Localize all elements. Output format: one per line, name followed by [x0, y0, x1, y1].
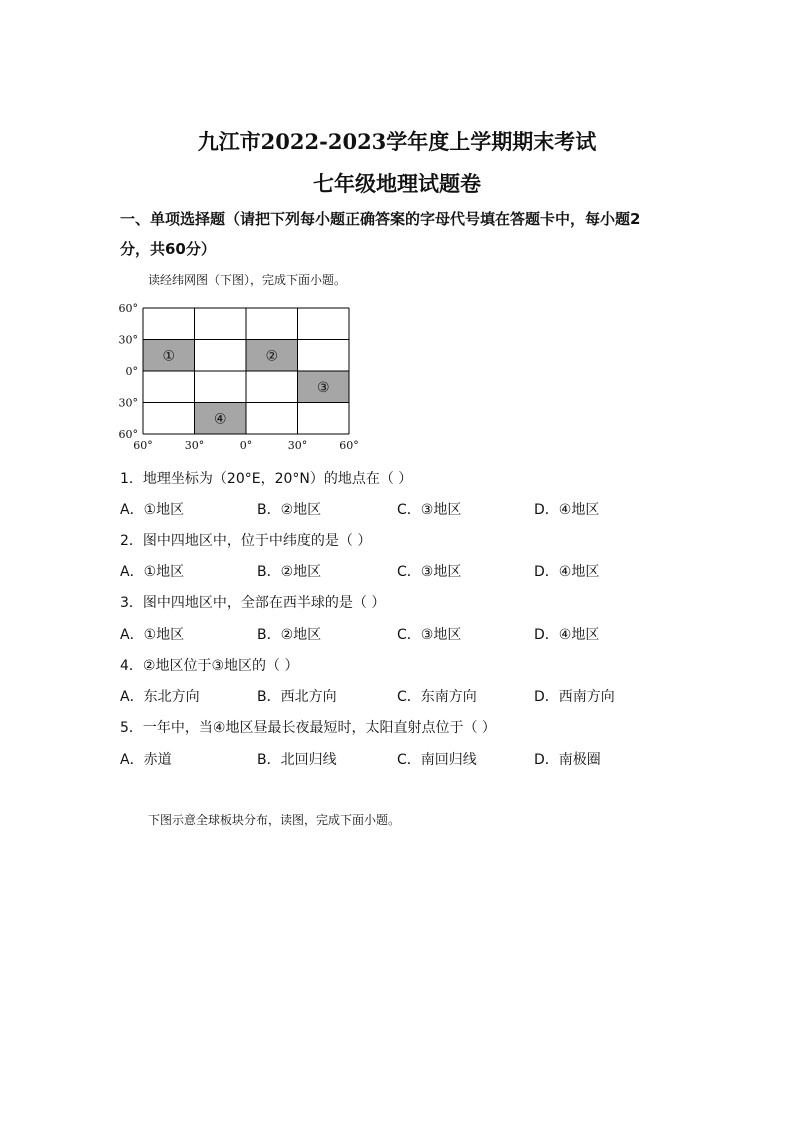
- question-4-options: [120, 686, 680, 706]
- question-2-option-c: C．③地区: [397, 564, 462, 580]
- section-heading-line2: 分，共60分）: [120, 240, 216, 258]
- question-1-option-a: A．①地区: [120, 502, 185, 518]
- question-3-option-b: B．②地区: [257, 627, 322, 643]
- latitude-tick-label: 30°: [118, 396, 138, 410]
- longitude-tick-label: 0°: [239, 439, 253, 452]
- longitude-tick-label: 60°: [133, 439, 153, 452]
- question-1-options: [120, 499, 680, 519]
- lat-lon-grid-figure: [110, 298, 370, 458]
- latitude-tick-label: 30°: [118, 333, 138, 347]
- question-3-option-c: C．③地区: [397, 627, 462, 643]
- exam-title: 九江市2022-2023学年度上学期期末考试: [197, 129, 597, 154]
- question-1-option-d: D．④地区: [534, 502, 600, 518]
- question-1-option-b: B．②地区: [257, 502, 322, 518]
- latitude-tick-label: 60°: [118, 302, 138, 315]
- question-5-options: [120, 749, 680, 769]
- section-heading-line1: 一、单项选择题（请把下列每小题正确答案的字母代号填在答题卡中，每小题2: [120, 210, 641, 228]
- region-label-3: ③: [316, 379, 330, 396]
- question-2-option-d: D．④地区: [534, 564, 600, 580]
- question-4-option-a: A．东北方向: [120, 689, 200, 705]
- longitude-tick-label: 30°: [287, 439, 308, 452]
- latitude-tick-label: 60°: [118, 428, 138, 441]
- region-label-4: ④: [213, 411, 227, 428]
- question-3-option-a: A．①地区: [120, 627, 185, 643]
- region-label-2: ②: [265, 348, 279, 365]
- longitude-tick-label: 30°: [184, 439, 205, 452]
- question-2-option-a: A．①地区: [120, 564, 185, 580]
- question-5-text: 5．一年中，当④地区昼最长夜最短时，太阳直射点位于（ ）: [120, 720, 496, 736]
- question-2-text: 2．图中四地区中，位于中纬度的是（ ）: [120, 533, 372, 549]
- question-4-option-d: D．西南方向: [534, 689, 615, 705]
- question-4-option-b: B．西北方向: [257, 689, 337, 705]
- exam-subtitle: 七年级地理试题卷: [313, 171, 481, 196]
- question-group-intro: 读经纬网图（下图），完成下面小题。: [148, 273, 347, 287]
- question-group-intro-2: 下图示意全球板块分布，读图，完成下面小题。: [148, 813, 401, 827]
- question-5-option-c: C．南回归线: [397, 752, 477, 768]
- question-5-option-a: A．赤道: [120, 752, 172, 768]
- question-2-option-b: B．②地区: [257, 564, 322, 580]
- question-5-option-b: B．北回归线: [257, 752, 337, 768]
- question-3-options: [120, 624, 680, 644]
- question-1-text: 1．地理坐标为（20°E，20°N）的地点在（ ）: [120, 471, 413, 487]
- question-3-option-d: D．④地区: [534, 627, 600, 643]
- question-1-option-c: C．③地区: [397, 502, 462, 518]
- question-4-option-c: C．东南方向: [397, 689, 477, 705]
- region-label-1: ①: [162, 348, 176, 365]
- question-4-text: 4．②地区位于③地区的（ ）: [120, 658, 299, 674]
- longitude-tick-label: 60°: [339, 439, 359, 452]
- latitude-tick-label: 0°: [125, 365, 138, 378]
- question-5-option-d: D．南极圈: [534, 752, 601, 768]
- question-2-options: [120, 561, 680, 581]
- question-3-text: 3．图中四地区中，全部在西半球的是（ ）: [120, 595, 386, 611]
